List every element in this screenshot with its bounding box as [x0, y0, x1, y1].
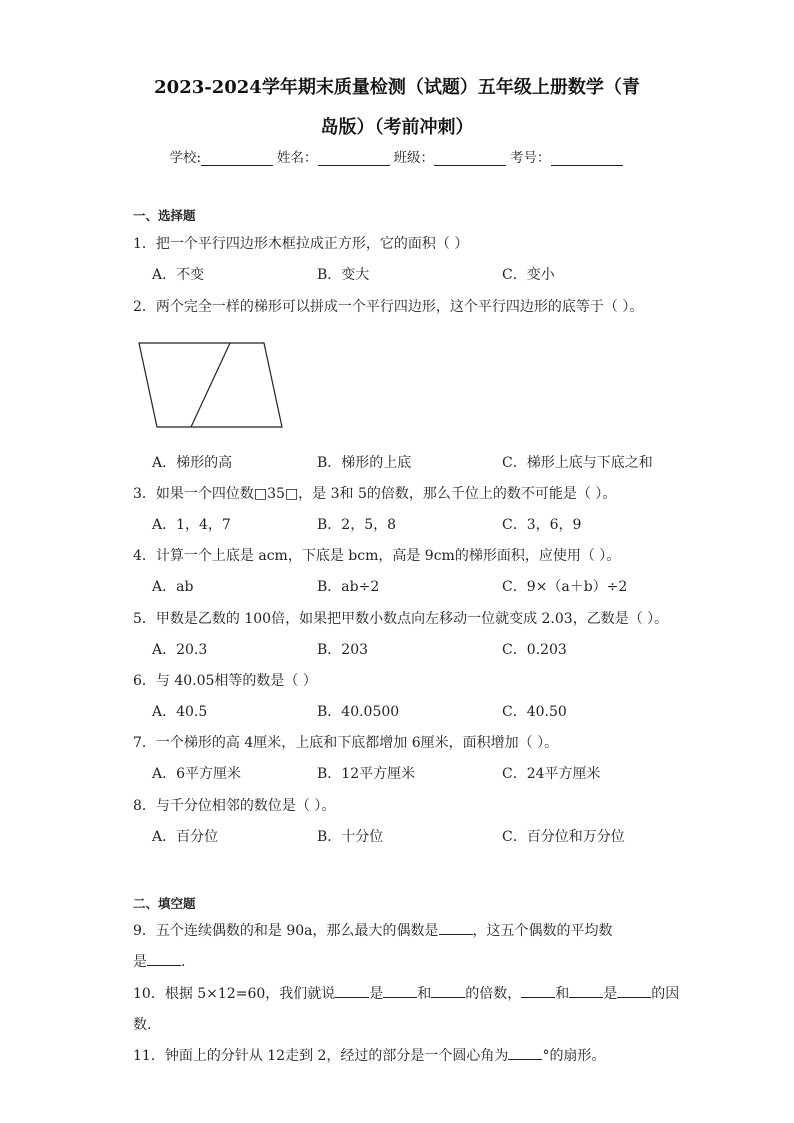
- school-field[interactable]: [201, 151, 273, 166]
- q7-option-c[interactable]: C．24平方厘米: [502, 766, 601, 782]
- q7-option-b[interactable]: B．12平方厘米: [317, 766, 416, 782]
- school-label: 学校:: [169, 150, 202, 166]
- q6-option-a[interactable]: A．40.5: [152, 704, 208, 720]
- q9-blank-1[interactable]: [439, 922, 473, 935]
- section-title-fill-blank: 二、填空题: [133, 896, 196, 911]
- q8-option-a[interactable]: A．百分位: [152, 829, 219, 845]
- q10-blank-5[interactable]: [569, 985, 603, 998]
- q4-option-c[interactable]: C．9×（a＋b）÷2: [502, 579, 628, 595]
- section-title-choice: 一、选择题: [133, 208, 196, 223]
- student-info-row: [0, 146, 794, 166]
- question-10: [133, 983, 679, 1003]
- document-title: [120, 68, 674, 148]
- q6-option-c[interactable]: C．40.50: [502, 704, 567, 720]
- q10-text-2: 是: [369, 986, 384, 1002]
- q10-text-6: 是: [603, 986, 618, 1002]
- q10-text-1: 10．根据 5×12=60，我们就说: [133, 986, 336, 1002]
- q6-option-b[interactable]: B．40.0500: [317, 704, 400, 720]
- name-label: 姓名：: [277, 150, 318, 166]
- q9-blank-2[interactable]: [147, 953, 181, 966]
- q1-option-c[interactable]: C．变小: [502, 267, 555, 283]
- q9-text-3: 是: [133, 954, 147, 970]
- question-11: [133, 1045, 605, 1065]
- class-field[interactable]: [434, 151, 506, 166]
- name-field[interactable]: [318, 151, 390, 166]
- question-5: 5．甲数是乙数的 100倍，如果把甲数小数点向左移动一位就变成 2.03，乙数是（ ）。: [133, 611, 669, 627]
- q4-option-b[interactable]: B．ab÷2: [317, 579, 380, 595]
- q3-option-c[interactable]: C．3，6，9: [502, 517, 582, 533]
- q5-option-b[interactable]: B．203: [317, 642, 369, 658]
- q5-option-c[interactable]: C．0.203: [502, 642, 567, 658]
- q9-text-1: 9．五个连续偶数的和是 90a，那么最大的偶数是: [133, 923, 439, 939]
- q1-option-b[interactable]: B．变大: [317, 267, 370, 283]
- q11-text-2: °的扇形。: [542, 1048, 606, 1064]
- question-3: 3．如果一个四位数□35□，是 3和 5的倍数，那么千位上的数不可能是（ ）。: [133, 486, 617, 502]
- q5-option-a[interactable]: A．20.3: [152, 642, 208, 658]
- q10-blank-2[interactable]: [383, 985, 417, 998]
- q10-text-3: 和: [417, 986, 432, 1002]
- q9-text-2: ，这五个偶数的平均数: [472, 923, 613, 939]
- question-6: 6．与 40.05相等的数是（ ）: [133, 673, 317, 689]
- q10-blank-4[interactable]: [521, 985, 555, 998]
- parallelogram-figure: [136, 340, 286, 432]
- question-1: 1．把一个平行四边形木框拉成正方形，它的面积（ ）: [133, 236, 469, 252]
- q8-option-c[interactable]: C．百分位和万分位: [502, 829, 625, 845]
- q10-text-7: 的因: [651, 986, 680, 1002]
- q4-option-a[interactable]: A．ab: [152, 579, 194, 595]
- question-7: 7．一个梯形的高 4厘米，上底和下底都增加 6厘米，面积增加（ ）。: [133, 735, 559, 751]
- q10-blank-1[interactable]: [335, 985, 369, 998]
- q9-text-4: .: [181, 954, 186, 970]
- q8-option-b[interactable]: B．十分位: [317, 829, 384, 845]
- q10-blank-6[interactable]: [617, 985, 651, 998]
- exam-number-label: 考号：: [510, 150, 551, 166]
- q10-text-5: 和: [555, 986, 570, 1002]
- question-9: [133, 920, 613, 940]
- q2-option-b[interactable]: B．梯形的上底: [317, 455, 412, 471]
- q3-option-a[interactable]: A．1，4，7: [152, 517, 231, 533]
- q10-blank-3[interactable]: [431, 985, 465, 998]
- q3-option-b[interactable]: B．2，5，8: [317, 517, 397, 533]
- trapezoid-split-line: [191, 343, 230, 427]
- title-line-2: 岛版）（考前冲刺）: [320, 117, 474, 138]
- exam-number-field[interactable]: [551, 151, 623, 166]
- q7-option-a[interactable]: A．6平方厘米: [152, 766, 242, 782]
- q2-option-a[interactable]: A．梯形的高: [152, 455, 233, 471]
- question-2: 2．两个完全一样的梯形可以拼成一个平行四边形，这个平行四边形的底等于（ ）。: [133, 299, 644, 315]
- question-4: 4．计算一个上底是 acm，下底是 bcm，高是 9cm的梯形面积，应使用（ ）。: [133, 548, 621, 564]
- question-10-line-2: 数.: [133, 1017, 152, 1033]
- q10-text-4: 的倍数，: [465, 986, 522, 1002]
- q2-option-c[interactable]: C．梯形上底与下底之和: [502, 455, 653, 471]
- q11-text-1: 11．钟面上的分针从 12走到 2，经过的部分是一个圆心角为: [133, 1048, 509, 1064]
- question-8: 8．与千分位相邻的数位是（ ）。: [133, 798, 336, 814]
- class-label: 班级：: [393, 150, 435, 166]
- q11-blank-1[interactable]: [508, 1047, 542, 1060]
- q1-option-a[interactable]: A．不变: [152, 267, 205, 283]
- question-9-line-2: [133, 951, 185, 971]
- title-line-1: 2023-2024学年期末质量检测（试题）五年级上册数学（青: [154, 77, 640, 98]
